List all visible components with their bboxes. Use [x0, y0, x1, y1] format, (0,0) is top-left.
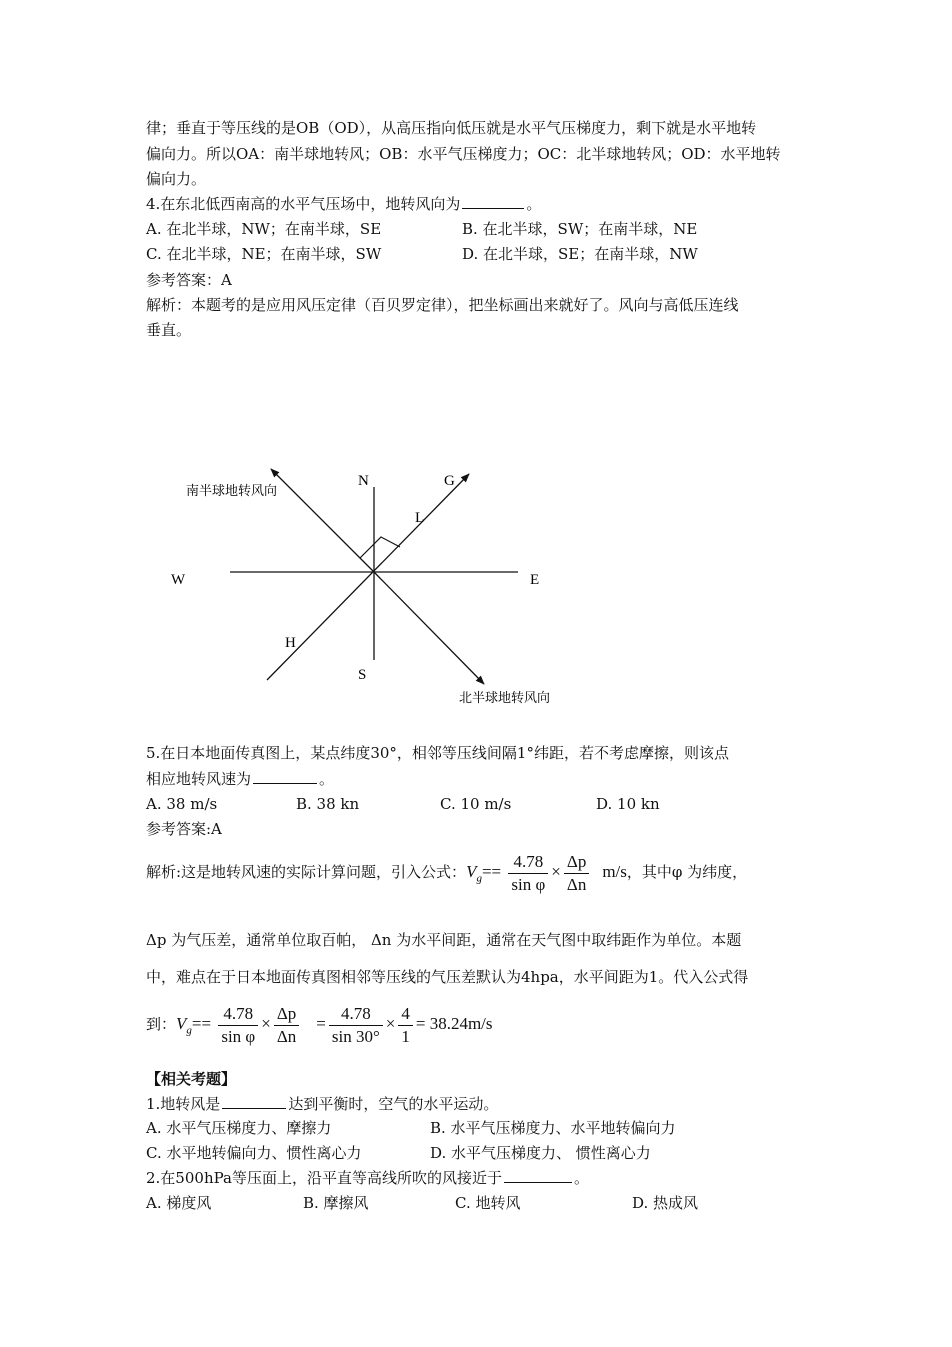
label-e: E — [530, 572, 540, 588]
related-q2-blank — [504, 1167, 572, 1183]
related-q1-option-a: A. 水平气压梯度力、摩擦力 — [146, 1119, 332, 1137]
label-s: S — [358, 667, 367, 683]
formula2-frac-2 — [274, 1003, 299, 1048]
q5-blank — [253, 768, 317, 784]
q4-end: 。 — [526, 195, 542, 213]
frac3-den: sin 30° — [331, 1026, 380, 1046]
q4-option-c: C. 在北半球，NE；在南半球，SW — [146, 245, 382, 263]
related-q1-end: 达到平衡时，空气的水平运动。 — [288, 1095, 499, 1113]
related-q2-end: 。 — [573, 1169, 589, 1187]
label-north-wind: 北半球地转风向 — [459, 690, 551, 705]
formula2-v: V — [176, 1014, 187, 1033]
line-gh — [267, 474, 469, 680]
intro-line-2: 偏向力。所以OA：南半球地转风；OB：水平气压梯度力；OC：北半球地转风；OD：水平地转 — [146, 145, 781, 163]
q5-option-c: C. 10 m/s — [440, 795, 512, 813]
q5-analysis-suffix: ，其中φ 为纬度， — [626, 863, 748, 881]
q5-analysis-line4 — [146, 1000, 493, 1048]
q5-stem-2-text: 相应地转风速为 — [146, 770, 252, 788]
formula2-frac-4 — [398, 1003, 413, 1048]
formula-frac-2 — [564, 851, 589, 896]
formula2-result: = 38.24m/s — [415, 1014, 493, 1033]
q4-option-d: D. 在北半球，SE；在南半球，NW — [462, 245, 698, 263]
q5-analysis-prefix: 解析:这是地转风速的实际计算问题，引入公式： — [146, 863, 467, 881]
related-q2-stem — [146, 1167, 589, 1189]
q5-analysis-formula-line — [146, 848, 747, 896]
related-q1-option-c: C. 水平地转偏向力、惯性离心力 — [146, 1144, 362, 1162]
frac-num: 4.78 — [508, 851, 548, 874]
related-q2-option-d: D. 热成风 — [632, 1194, 699, 1212]
related-q2-option-b: B. 摩擦风 — [303, 1194, 369, 1212]
formula2-eq: == — [191, 1014, 216, 1033]
formula-eq: == — [481, 862, 506, 881]
formula-g: g — [476, 872, 482, 885]
q4-option-a: A. 在北半球，NW；在南半球，SE — [146, 220, 382, 238]
frac-den: sin φ — [511, 874, 546, 894]
formula2-frac-1 — [218, 1003, 258, 1048]
related-q2-option-c: C. 地转风 — [455, 1194, 521, 1212]
formula-frac-1 — [508, 851, 548, 896]
related-q2-option-a: A. 梯度风 — [146, 1194, 212, 1212]
q4-analysis-1: 解析：本题考的是应用风压定律（百贝罗定律），把坐标画出来就好了。风向与高低压连线 — [146, 296, 739, 314]
formula-unit: m/s — [602, 862, 627, 881]
q5-stem-2 — [146, 768, 334, 790]
label-g: G — [444, 473, 455, 489]
q5-option-b: B. 38 kn — [296, 795, 360, 813]
formula2-times-2: × — [385, 1014, 396, 1033]
formula2-times: × — [261, 1014, 271, 1033]
q5-analysis-line3: 中，难点在于日本地面传真图相邻等压线的气压差默认为4hpa，水平间距为1。代入公式得 — [146, 968, 749, 986]
frac2-den: sin φ — [221, 1026, 256, 1046]
label-south-wind: 南半球地转风向 — [186, 483, 278, 498]
related-q2-stem-text: 2.在500hPa等压面上，沿平直等高线所吹的风接近于 — [146, 1169, 502, 1187]
q5-analysis-line4-prefix: 到： — [146, 1015, 177, 1033]
frac2-num: 4.78 — [218, 1003, 258, 1026]
formula2-g: g — [186, 1024, 192, 1037]
intro-line-3: 偏向力。 — [146, 170, 207, 188]
label-l: L — [415, 510, 425, 526]
formula2-frac-3 — [329, 1003, 383, 1048]
related-q1-stem-text: 1.地转风是 — [146, 1095, 221, 1113]
formula-v: V — [466, 862, 477, 881]
frac2-dp: Δp — [274, 1003, 299, 1026]
label-n: N — [358, 473, 369, 489]
frac-dp: Δp — [564, 851, 589, 874]
frac4-num: 4 — [398, 1003, 413, 1026]
q5-answer: 参考答案:A — [146, 820, 222, 838]
q5-stem-1: 5.在日本地面传真图上，某点纬度30°，相邻等压线间隔1°纬距，若不考虑摩擦，则该点 — [146, 744, 729, 762]
formula-times: × — [551, 862, 561, 881]
arrow-north-wind — [374, 572, 484, 684]
q5-end: 。 — [319, 770, 335, 788]
right-angle-mark — [360, 537, 400, 558]
related-q1-option-d: D. 水平气压梯度力、 惯性离心力 — [430, 1144, 651, 1162]
q5-option-d: D. 10 kn — [596, 795, 660, 813]
q4-analysis-2: 垂直。 — [146, 321, 192, 339]
label-h: H — [285, 635, 296, 651]
q4-answer: 参考答案：A — [146, 271, 232, 289]
related-q1-option-b: B. 水平气压梯度力、水平地转偏向力 — [430, 1119, 676, 1137]
intro-line-1: 律；垂直于等压线的是OB（OD），从高压指向低压就是水平气压梯度力，剩下就是水平地转 — [146, 119, 757, 137]
label-w: W — [171, 572, 186, 588]
frac-dn: Δn — [566, 874, 587, 894]
q4-stem-text: 4.在东北低西南高的水平气压场中，地转风向为 — [146, 195, 461, 213]
related-q1-blank — [222, 1093, 286, 1109]
formula-2: $V_g==$ $\frac{4.78}{\text{sin φ}}$ × $\frac{\Delta p}{\Delta n}$ = $\frac{4.78}{\sin 30^\circ}$ × $\frac{4}{1}$ = 38.24m/s — [176, 1003, 493, 1046]
frac3-num: 4.78 — [329, 1003, 383, 1026]
related-heading: 【相关考题】 — [146, 1070, 237, 1088]
frac4-den: 1 — [401, 1026, 410, 1046]
q5-option-a: A. 38 m/s — [146, 795, 218, 813]
q5-analysis-line2: Δp 为气压差，通常单位取百帕， Δn 为水平间距，通常在天气图中取纬距作为单位。本题 — [146, 931, 742, 949]
related-q1-stem — [146, 1093, 498, 1115]
q4-option-b: B. 在北半球，SW；在南半球，NE — [462, 220, 698, 238]
frac2-dn: Δn — [276, 1026, 297, 1046]
